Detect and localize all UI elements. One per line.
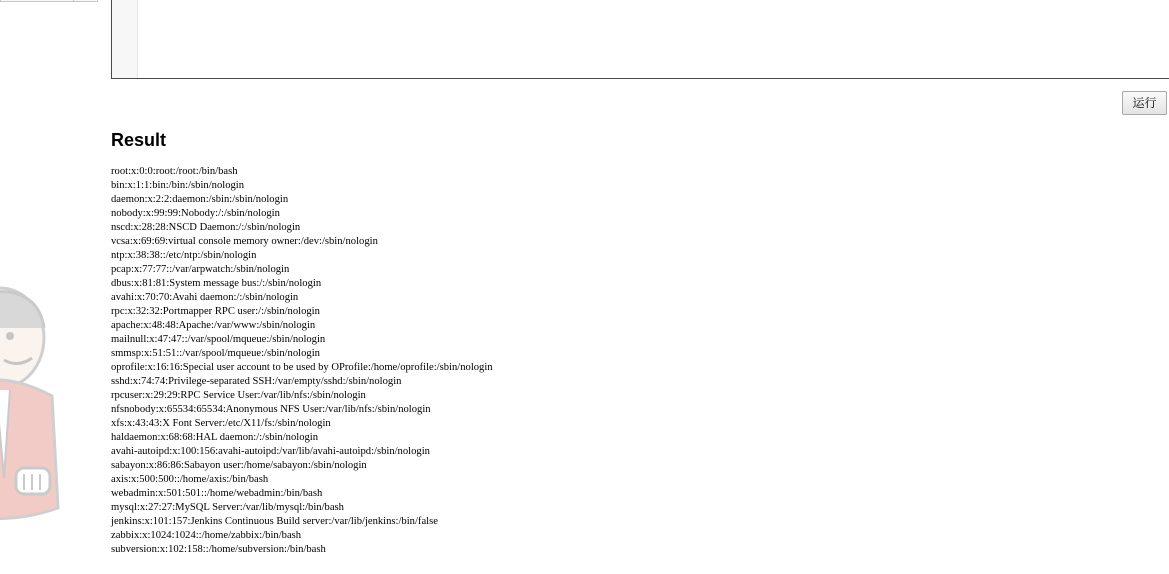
result-line: vcsa:x:69:69:virtual console memory owner:/dev:/sbin/nologin (111, 236, 378, 247)
editor-line-gutter (112, 0, 138, 78)
result-line: oprofile:x:16:16:Special user account to be used by OProfile:/home/oprofile:/sbin/nologin (111, 362, 493, 373)
result-line: subversion:x:102:158::/home/subversion:/bin/bash (111, 544, 326, 555)
result-output (111, 165, 493, 557)
result-line: pcap:x:77:77::/var/arpwatch:/sbin/nologin (111, 264, 290, 275)
result-line: sshd:x:74:74:Privilege-separated SSH:/var/empty/sshd:/sbin/nologin (111, 376, 402, 387)
result-line: axis:x:500:500::/home/axis:/bin/bash (111, 474, 269, 485)
truncated-input-control[interactable] (0, 0, 98, 2)
result-line: nobody:x:99:99:Nobody:/:/sbin/nologin (111, 208, 280, 219)
result-line: avahi-autoipd:x:100:156:avahi-autoipd:/var/lib/avahi-autoipd:/sbin/nologin (111, 446, 430, 457)
result-line: sabayon:x:86:86:Sabayon user:/home/sabayon:/sbin/nologin (111, 460, 367, 471)
run-button[interactable]: 运行 (1122, 91, 1167, 115)
result-line: bin:x:1:1:bin:/bin:/sbin/nologin (111, 180, 245, 191)
result-line: daemon:x:2:2:daemon:/sbin:/sbin/nologin (111, 194, 289, 205)
result-line: mailnull:x:47:47::/var/spool/mqueue:/sbin/nologin (111, 334, 326, 345)
result-line: mysql:x:27:27:MySQL Server:/var/lib/mysql:/bin/bash (111, 502, 344, 513)
result-line: avahi:x:70:70:Avahi daemon:/:/sbin/nologin (111, 292, 299, 303)
result-line: zabbix:x:1024:1024::/home/zabbix:/bin/bash (111, 530, 302, 541)
script-editor[interactable] (111, 0, 1169, 79)
result-line: root:x:0:0:root:/root:/bin/bash (111, 166, 238, 177)
result-line: dbus:x:81:81:System message bus:/:/sbin/nologin (111, 278, 322, 289)
result-line: jenkins:x:101:157:Jenkins Continuous Build server:/var/lib/jenkins:/bin/false (111, 516, 438, 527)
result-line: nfsnobody:x:65534:65534:Anonymous NFS User:/var/lib/nfs:/sbin/nologin (111, 404, 431, 415)
result-line: rpcuser:x:29:29:RPC Service User:/var/lib/nfs:/sbin/nologin (111, 390, 366, 401)
result-line: webadmin:x:501:501::/home/webadmin:/bin/bash (111, 488, 323, 499)
result-line: nscd:x:28:28:NSCD Daemon:/:/sbin/nologin (111, 222, 301, 233)
control-divider (73, 0, 74, 1)
result-line: smmsp:x:51:51::/var/spool/mqueue:/sbin/nologin (111, 348, 320, 359)
result-line: haldaemon:x:68:68:HAL daemon:/:/sbin/nologin (111, 432, 319, 443)
jenkins-mascot-icon (0, 278, 60, 558)
result-line: xfs:x:43:43:X Font Server:/etc/X11/fs:/sbin/nologin (111, 418, 331, 429)
result-heading: Result (111, 130, 167, 150)
result-line: apache:x:48:48:Apache:/var/www:/sbin/nologin (111, 320, 316, 331)
result-line: ntp:x:38:38::/etc/ntp:/sbin/nologin (111, 250, 257, 261)
result-line: rpc:x:32:32:Portmapper RPC user:/:/sbin/nologin (111, 306, 320, 317)
